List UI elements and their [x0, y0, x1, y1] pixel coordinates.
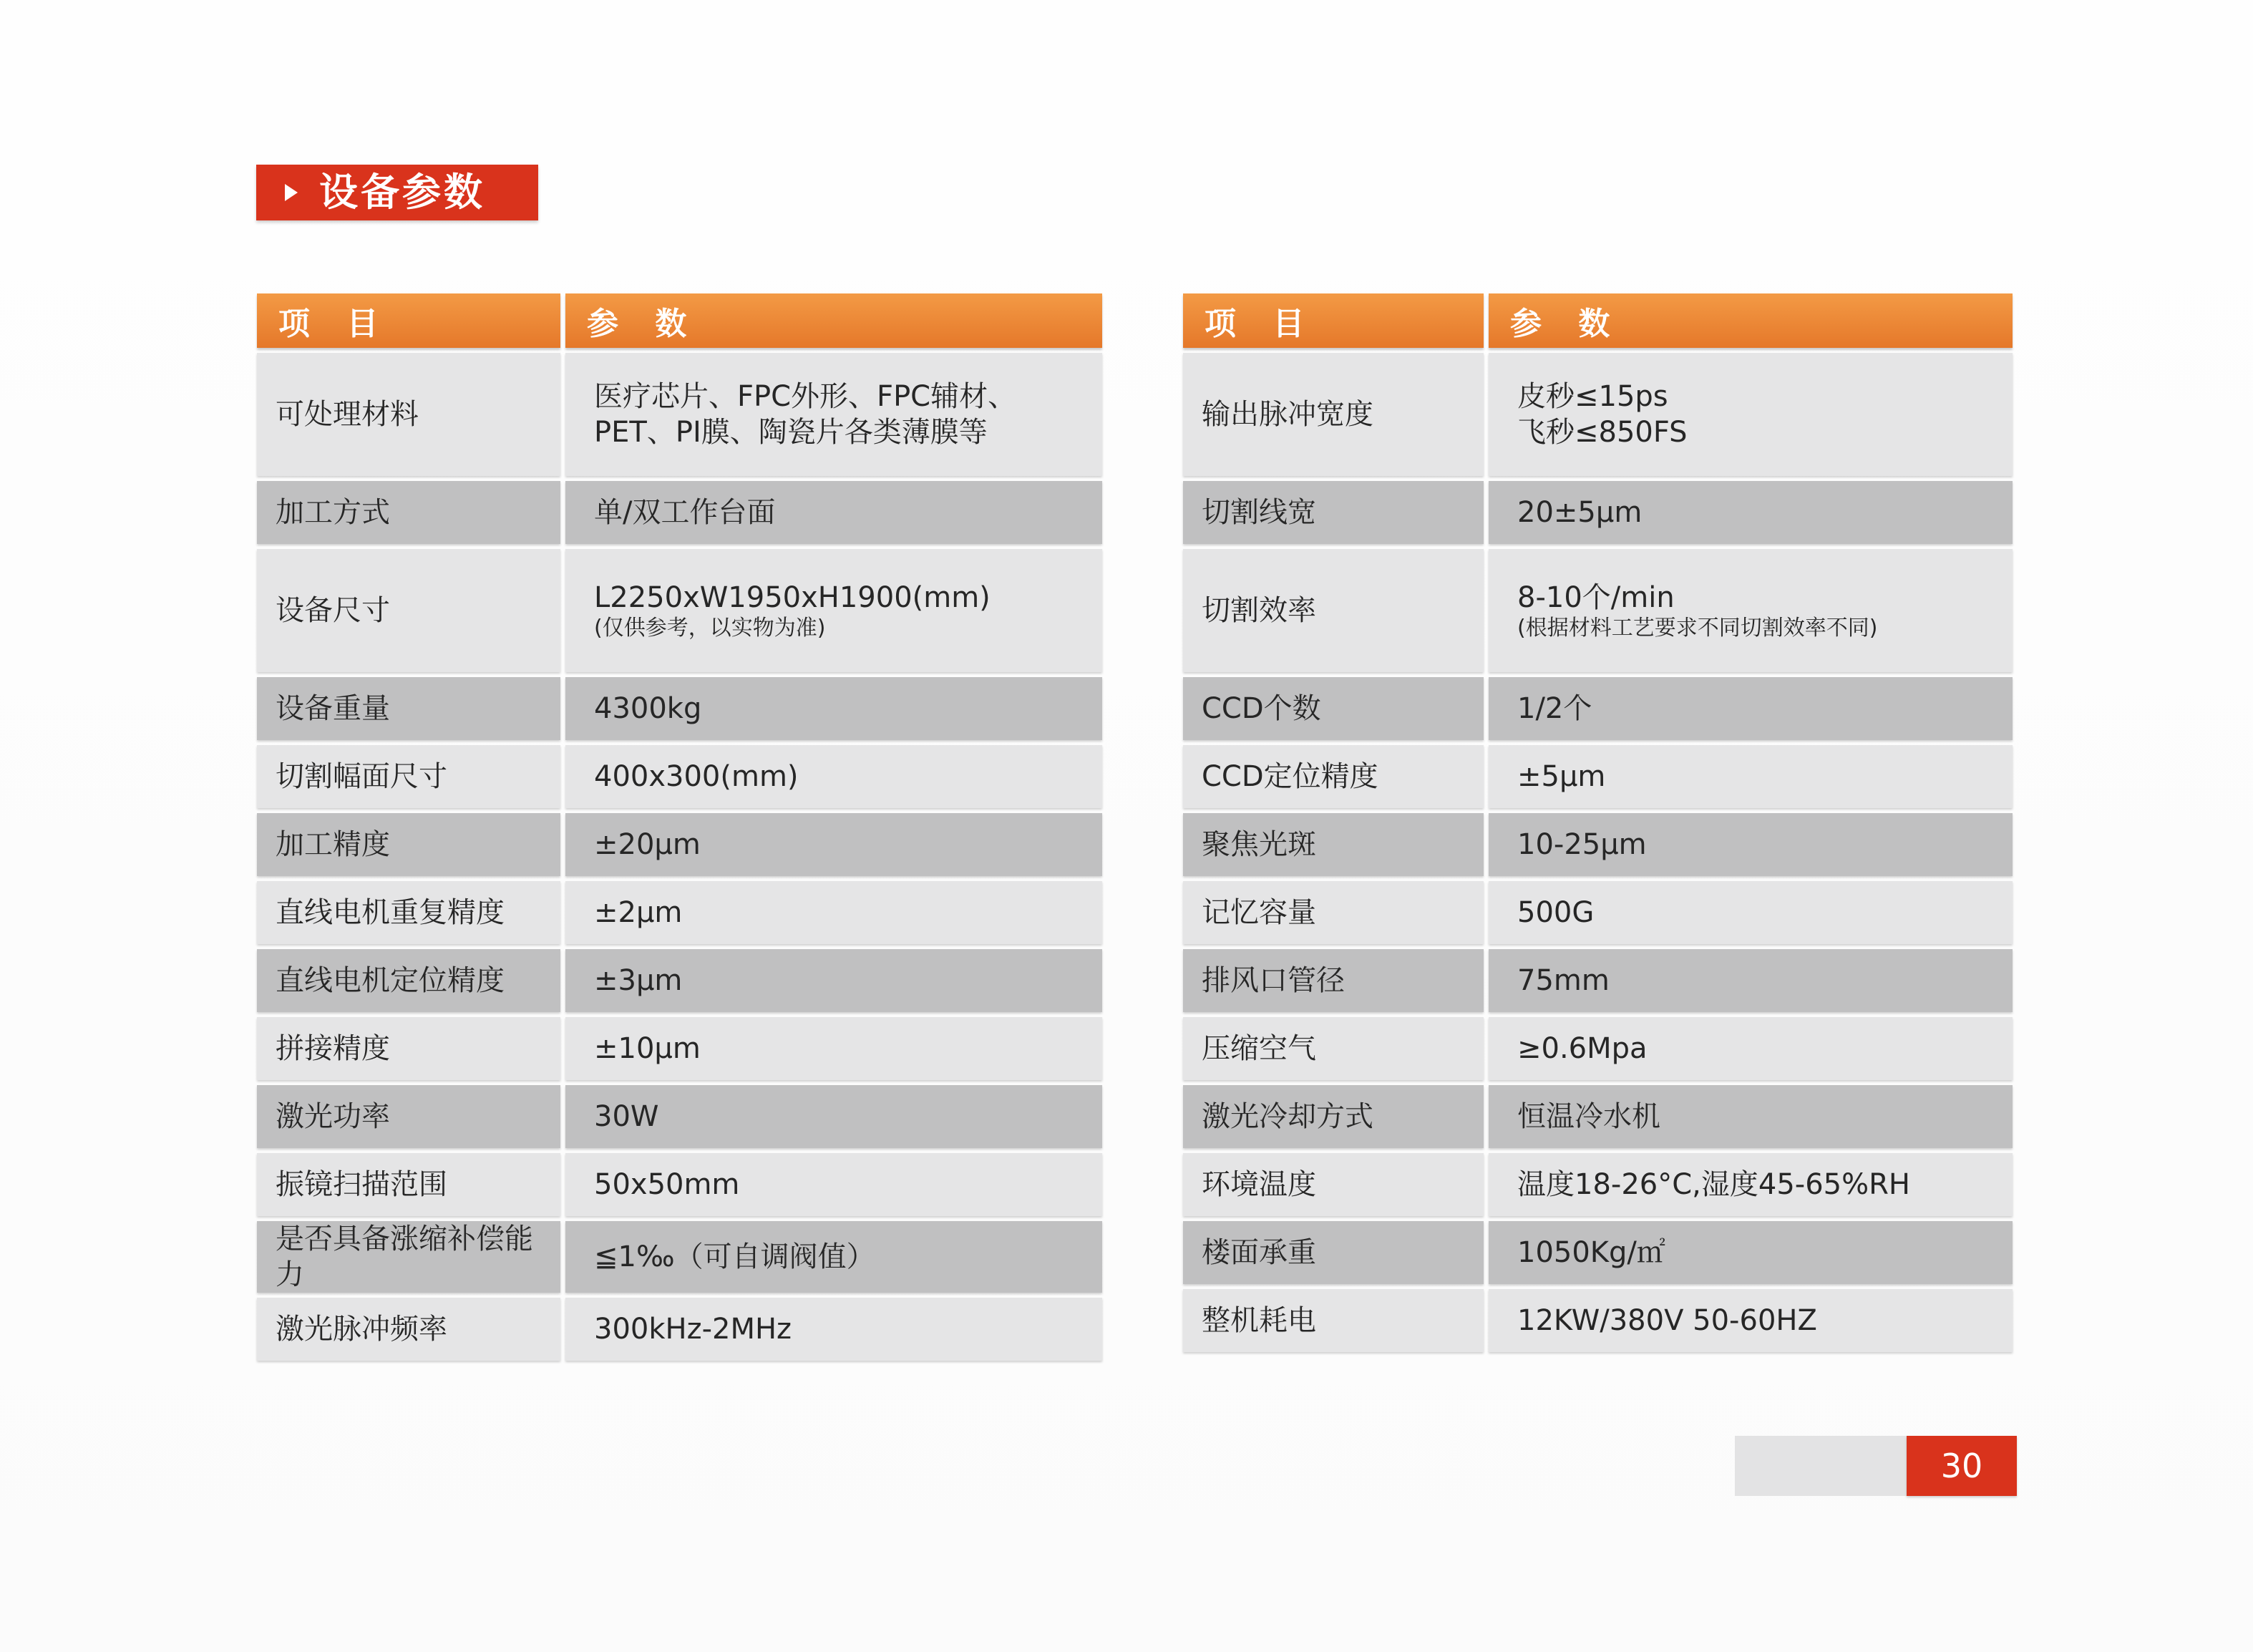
- row-value: [565, 353, 1102, 476]
- header-item: 项 目: [257, 293, 560, 348]
- row-value: [565, 745, 1102, 808]
- value-line: 飞秒≤850FS: [1517, 416, 1688, 449]
- row-item: 整机耗电: [1183, 1289, 1484, 1352]
- row-value: [1489, 1153, 2013, 1216]
- play-triangle-icon: [285, 184, 298, 201]
- section-title: [256, 165, 538, 220]
- row-value: [565, 1298, 1102, 1361]
- row-item: 输出脉冲宽度: [1183, 353, 1484, 476]
- table-row: [257, 677, 1102, 740]
- row-item: CCD个数: [1183, 677, 1484, 740]
- table-row: [1183, 481, 2013, 544]
- value-line: 300kHz-2MHz: [594, 1313, 792, 1346]
- row-item: 激光功率: [257, 1085, 560, 1148]
- value-note: (根据材料工艺要求不同切割效率不同): [1517, 616, 1878, 641]
- table-row: [257, 1221, 1102, 1293]
- row-value: [1489, 1085, 2013, 1148]
- row-item: CCD定位精度: [1183, 745, 1484, 808]
- row-value: [565, 481, 1102, 544]
- table-row: [1183, 1289, 2013, 1352]
- table-row: [1183, 677, 2013, 740]
- row-item: 切割线宽: [1183, 481, 1484, 544]
- value-line: 4300kg: [594, 692, 702, 725]
- row-item: 设备重量: [257, 677, 560, 740]
- row-value: [1489, 745, 2013, 808]
- table-row: [257, 549, 1102, 672]
- value-line: 75mm: [1517, 964, 1610, 997]
- value-note: (仅供参考，以实物为准): [594, 616, 826, 641]
- row-value: [1489, 949, 2013, 1012]
- value-line: 皮秒≤15ps: [1517, 380, 1668, 413]
- table-header-row: [1183, 293, 2013, 348]
- table-row: [1183, 1221, 2013, 1284]
- page-tab: [1735, 1436, 1907, 1496]
- row-item: 激光冷却方式: [1183, 1085, 1484, 1148]
- row-item: 直线电机重复精度: [257, 881, 560, 944]
- table-row: [257, 881, 1102, 944]
- row-value: [565, 813, 1102, 876]
- row-value: [1489, 1017, 2013, 1080]
- table-row: [1183, 745, 2013, 808]
- value-line: 50x50mm: [594, 1168, 740, 1201]
- value-line: ±3μm: [594, 964, 683, 997]
- value-line: 10-25μm: [1517, 828, 1647, 861]
- row-item: 激光脉冲频率: [257, 1298, 560, 1361]
- row-value: [565, 1153, 1102, 1216]
- row-item: 环境温度: [1183, 1153, 1484, 1216]
- value-line: 恒温冷水机: [1517, 1100, 1660, 1133]
- row-item: 记忆容量: [1183, 881, 1484, 944]
- section-title-text: 设备参数: [319, 170, 485, 215]
- table-row: [257, 353, 1102, 476]
- row-value: [1489, 353, 2013, 476]
- table-row: [1183, 1085, 2013, 1148]
- row-value: [565, 949, 1102, 1012]
- value-line: 温度18-26°C,湿度45-65%RH: [1517, 1168, 1910, 1201]
- table-row: [1183, 881, 2013, 944]
- value-line: 1/2个: [1517, 692, 1592, 725]
- row-item: 振镜扫描范围: [257, 1153, 560, 1216]
- spec-table-right: [1178, 288, 2018, 1357]
- value-line: 30W: [594, 1100, 659, 1133]
- row-item: 切割幅面尺寸: [257, 745, 560, 808]
- table-row: [1183, 949, 2013, 1012]
- header-item: 项 目: [1183, 293, 1484, 348]
- value-line: ±20μm: [594, 828, 701, 861]
- row-value: [565, 677, 1102, 740]
- row-item: 是否具备涨缩补偿能力: [257, 1221, 560, 1293]
- row-item: 压缩空气: [1183, 1017, 1484, 1080]
- row-value: [565, 881, 1102, 944]
- table-row: [1183, 549, 2013, 672]
- row-item: 聚焦光斑: [1183, 813, 1484, 876]
- row-value: [1489, 481, 2013, 544]
- row-value: [1489, 1289, 2013, 1352]
- value-line: 8-10个/min: [1517, 581, 1675, 614]
- row-value: [565, 1221, 1102, 1293]
- row-item: 加工精度: [257, 813, 560, 876]
- value-line: 20±5μm: [1517, 496, 1643, 529]
- table-row: [257, 1298, 1102, 1361]
- page-number: 30: [1907, 1436, 2017, 1496]
- value-line: 12KW/380V 50-60HZ: [1517, 1304, 1817, 1337]
- value-line: 400x300(mm): [594, 760, 799, 793]
- row-item: 排风口管径: [1183, 949, 1484, 1012]
- row-value: [1489, 1221, 2013, 1284]
- row-value: [1489, 813, 2013, 876]
- row-value: [1489, 677, 2013, 740]
- row-item: 设备尺寸: [257, 549, 560, 672]
- table-row: [257, 1153, 1102, 1216]
- value-line: PET、PI膜、陶瓷片各类薄膜等: [594, 416, 988, 449]
- row-value: [565, 1085, 1102, 1148]
- spec-table-left: [252, 288, 1107, 1366]
- row-item: 楼面承重: [1183, 1221, 1484, 1284]
- table-row: [257, 813, 1102, 876]
- value-line: ≥0.6Mpa: [1517, 1032, 1648, 1065]
- value-line: ≦1‰（可自调阀值）: [594, 1240, 875, 1273]
- row-value: [565, 1017, 1102, 1080]
- value-line: 500G: [1517, 896, 1595, 929]
- value-line: 单/双工作台面: [594, 496, 776, 529]
- row-item: 直线电机定位精度: [257, 949, 560, 1012]
- table-row: [1183, 353, 2013, 476]
- row-item: 可处理材料: [257, 353, 560, 476]
- table-row: [257, 949, 1102, 1012]
- table-row: [1183, 813, 2013, 876]
- value-line: ±5μm: [1517, 760, 1606, 793]
- value-line: ±2μm: [594, 896, 683, 929]
- row-value: [1489, 549, 2013, 672]
- table-row: [257, 745, 1102, 808]
- table-header-row: [257, 293, 1102, 348]
- value-line: 1050Kg/㎡: [1517, 1236, 1665, 1269]
- value-line: L2250xW1950xH1900(mm): [594, 581, 991, 614]
- table-row: [257, 1085, 1102, 1148]
- row-value: [565, 549, 1102, 672]
- table-row: [1183, 1153, 2013, 1216]
- row-item: 拼接精度: [257, 1017, 560, 1080]
- row-item: 加工方式: [257, 481, 560, 544]
- header-param: 参 数: [565, 293, 1102, 348]
- table-row: [1183, 1017, 2013, 1080]
- value-line: ±10μm: [594, 1032, 701, 1065]
- value-line: 医疗芯片、FPC外形、FPC辅材、: [594, 380, 1017, 413]
- table-row: [257, 1017, 1102, 1080]
- row-item: 切割效率: [1183, 549, 1484, 672]
- header-param: 参 数: [1489, 293, 2013, 348]
- table-row: [257, 481, 1102, 544]
- row-value: [1489, 881, 2013, 944]
